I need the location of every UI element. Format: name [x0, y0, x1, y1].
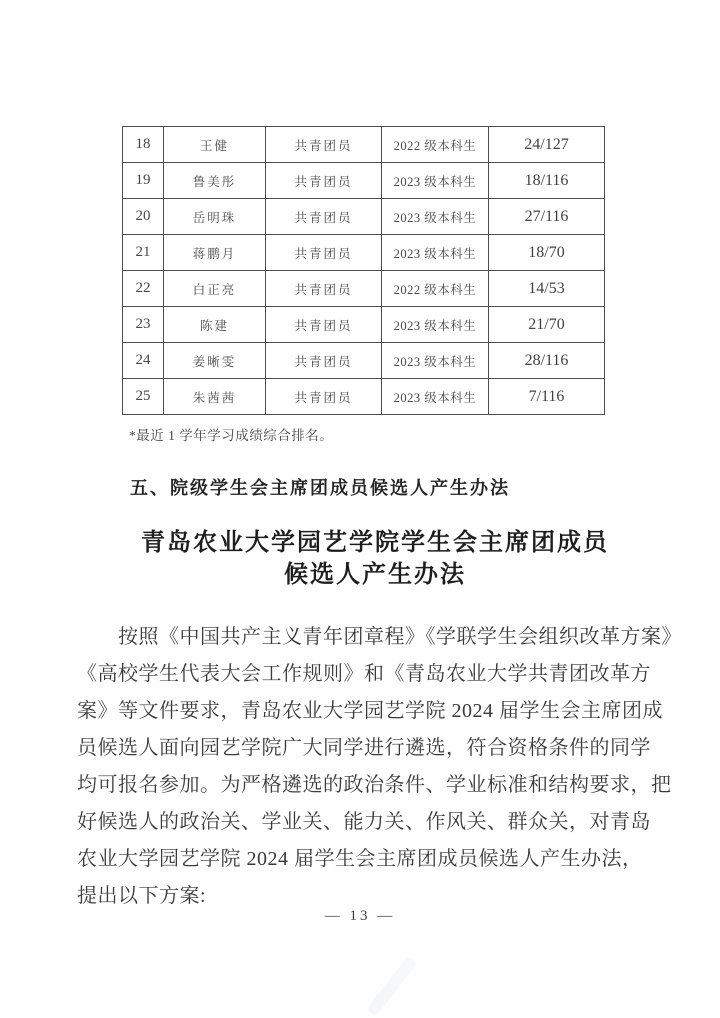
body-line: 农业大学园艺学院 2024 届学生会主席团成员候选人产生办法，	[77, 848, 643, 870]
body-line: 员候选人面向园艺学院广大同学进行遴选，符合资格条件的同学	[77, 737, 651, 759]
cell-political-status: 共青团员	[266, 307, 382, 343]
body-paragraph	[77, 619, 682, 915]
body-line: 《高校学生代表大会工作规则》和《青岛农业大学共青团改革方	[77, 663, 651, 685]
table-row	[123, 307, 605, 343]
body-line: 案》等文件要求，青岛农业大学园艺学院 2024 届学生会主席团成	[77, 700, 663, 722]
cell-grade: 2023 级本科生	[382, 163, 489, 199]
cell-rank: 18/116	[489, 163, 605, 199]
cell-political-status: 共青团员	[266, 271, 382, 307]
table-row	[123, 127, 605, 163]
cell-rank: 7/116	[489, 379, 605, 415]
body-line: 好候选人的政治关、学业关、能力关、作风关、群众关，对青岛	[77, 811, 651, 833]
cell-number: 20	[123, 199, 164, 235]
cell-rank: 24/127	[489, 127, 605, 163]
candidate-table	[122, 126, 605, 415]
body-line: 按照《中国共产主义青年团章程》《学联学生会组织改革方案》	[118, 626, 682, 648]
cell-rank: 27/116	[489, 199, 605, 235]
cell-grade: 2023 级本科生	[382, 343, 489, 379]
cell-number: 18	[123, 127, 164, 163]
cell-rank: 14/53	[489, 271, 605, 307]
table-row	[123, 271, 605, 307]
cell-political-status: 共青团员	[266, 199, 382, 235]
cell-rank: 21/70	[489, 307, 605, 343]
cell-number: 22	[123, 271, 164, 307]
cell-name: 朱茜茜	[164, 379, 266, 415]
table-row	[123, 235, 605, 271]
cell-number: 21	[123, 235, 164, 271]
table-row	[123, 163, 605, 199]
table-row	[123, 379, 605, 415]
cell-name: 蒋鹏月	[164, 235, 266, 271]
cell-number: 19	[123, 163, 164, 199]
page-number: — 13 —	[324, 908, 396, 924]
cell-grade: 2023 级本科生	[382, 199, 489, 235]
doc-title	[80, 527, 670, 591]
cell-name: 王健	[164, 127, 266, 163]
cell-name: 鲁美彤	[164, 163, 266, 199]
cell-number: 23	[123, 307, 164, 343]
cell-grade: 2023 级本科生	[382, 307, 489, 343]
table-row	[123, 343, 605, 379]
cell-name: 陈建	[164, 307, 266, 343]
section-heading: 五、院级学生会主席团成员候选人产生办法	[130, 478, 510, 498]
ranking-footnote: *最近 1 学年学习成绩综合排名。	[129, 428, 334, 443]
cell-political-status: 共青团员	[266, 343, 382, 379]
cell-grade: 2022 级本科生	[382, 127, 489, 163]
cell-name: 姜晰雯	[164, 343, 266, 379]
cell-grade: 2023 级本科生	[382, 235, 489, 271]
cell-political-status: 共青团员	[266, 163, 382, 199]
doc-title-line1: 青岛农业大学园艺学院学生会主席团成员	[141, 529, 609, 556]
cell-rank: 28/116	[489, 343, 605, 379]
doc-title-line2: 候选人产生办法	[284, 561, 466, 588]
cell-political-status: 共青团员	[266, 127, 382, 163]
cell-political-status: 共青团员	[266, 235, 382, 271]
cell-grade: 2022 级本科生	[382, 271, 489, 307]
cell-rank: 18/70	[489, 235, 605, 271]
scan-smudge-artifact	[366, 956, 417, 1017]
cell-political-status: 共青团员	[266, 379, 382, 415]
cell-number: 25	[123, 379, 164, 415]
table-row	[123, 199, 605, 235]
body-line: 均可报名参加。为严格遴选的政治条件、学业标准和结构要求，把	[77, 774, 672, 796]
cell-name: 岳明珠	[164, 199, 266, 235]
cell-grade: 2023 级本科生	[382, 379, 489, 415]
cell-name: 白正亮	[164, 271, 266, 307]
body-line: 提出以下方案:	[77, 885, 207, 907]
cell-number: 24	[123, 343, 164, 379]
